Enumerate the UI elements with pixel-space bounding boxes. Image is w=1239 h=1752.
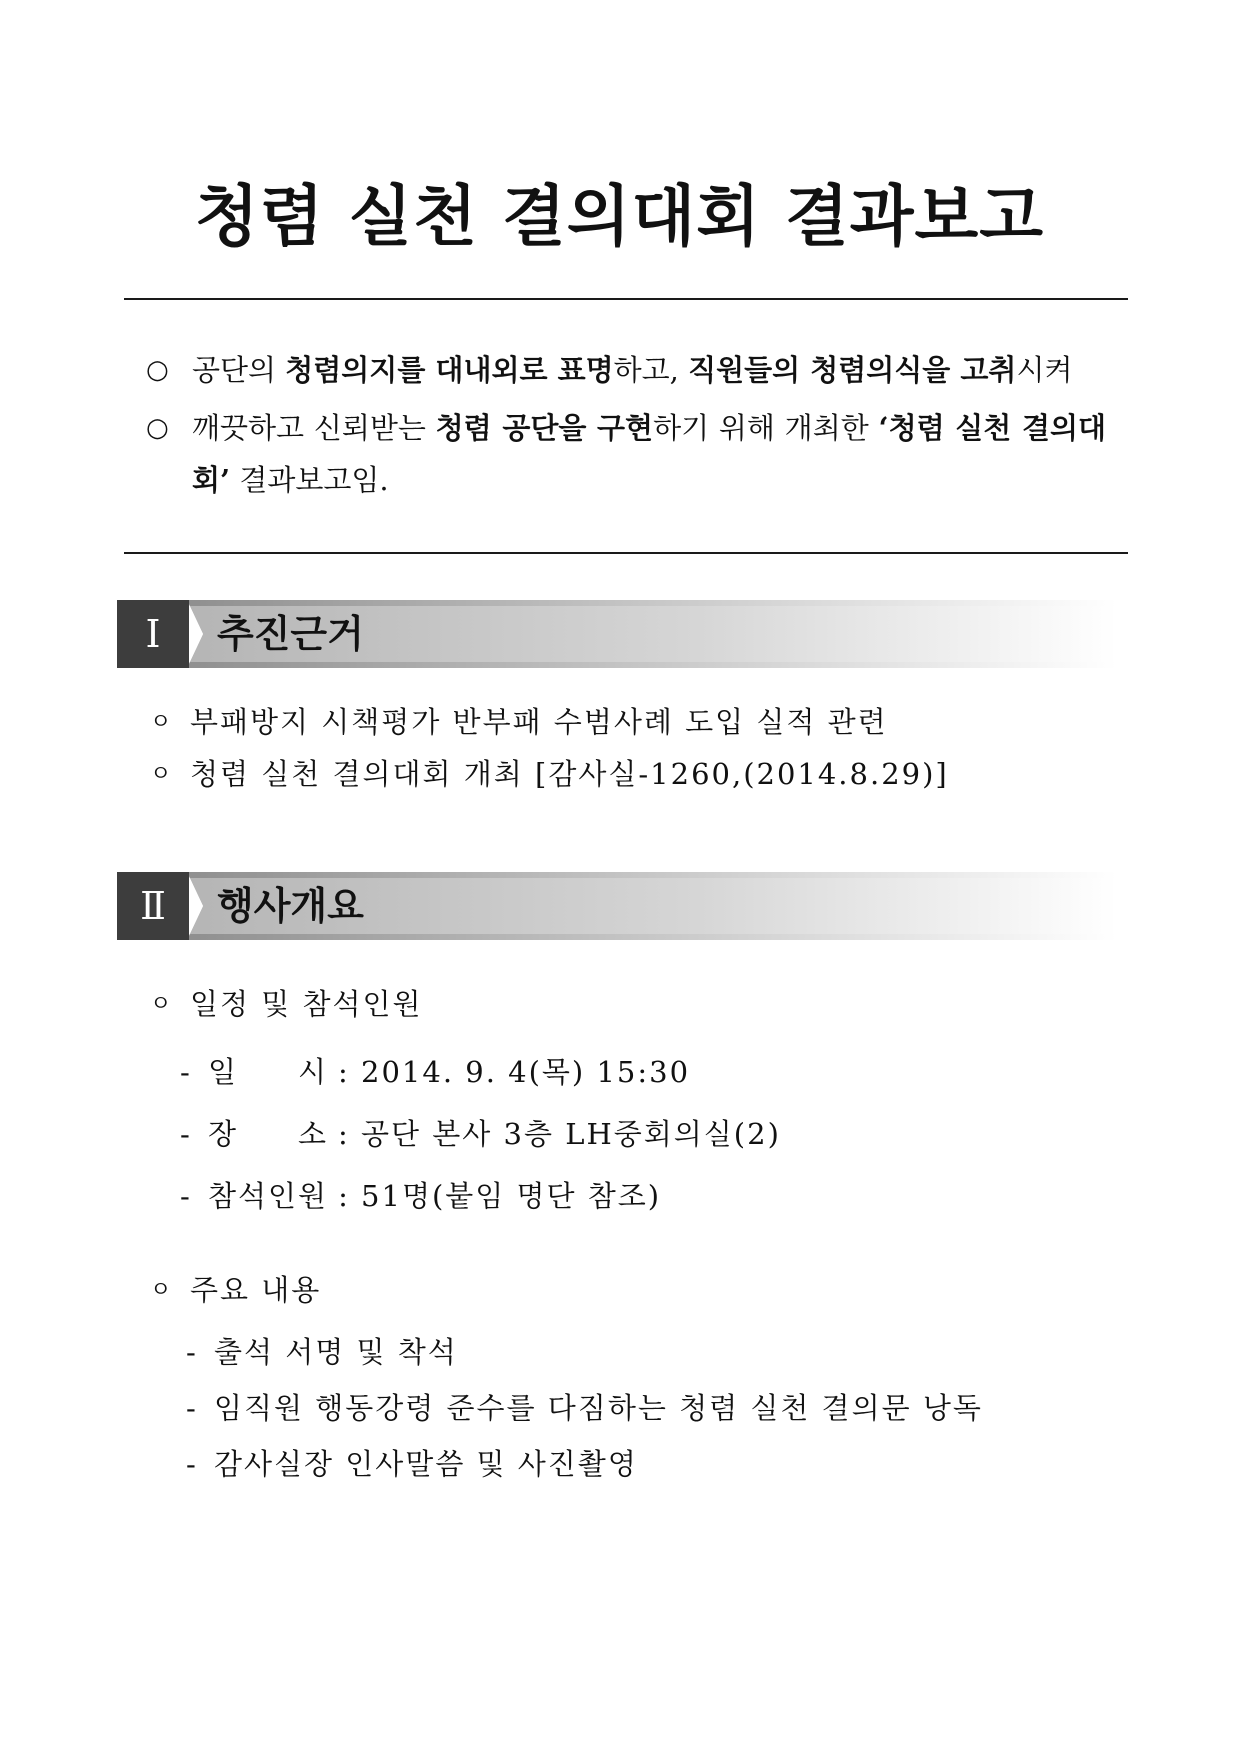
- dash-bullet: -: [180, 1117, 192, 1151]
- section-number: Ⅰ: [117, 600, 189, 668]
- page-title: 청렴 실천 결의대회 결과보고: [194, 178, 1044, 255]
- list-item: ㅇ 부패방지 시책평가 반부패 수범사례 도입 실적 관련: [150, 705, 888, 739]
- section-title: 추진근거: [217, 612, 364, 656]
- dash-bullet: -: [186, 1447, 198, 1481]
- dash-bullet: -: [180, 1055, 192, 1089]
- section-number: Ⅱ: [117, 872, 189, 940]
- section-header-1: [117, 600, 1117, 668]
- list-item-contents: ㅇ 주요 내용: [150, 1273, 322, 1307]
- circle-bullet-icon: ㅇ: [150, 1278, 174, 1303]
- circle-bullet-icon: ○: [146, 355, 169, 385]
- content-item: - 임직원 행동강령 준수를 다짐하는 청렴 실천 결의문 낭독: [186, 1391, 983, 1425]
- dash-bullet: -: [180, 1179, 192, 1213]
- top-divider: [124, 298, 1128, 300]
- section-title: 행사개요: [217, 884, 364, 928]
- detail-place: - 장 소 : 공단 본사 3층 LH중회의실(2): [180, 1117, 781, 1151]
- list-item-schedule: ㅇ 일정 및 참석인원: [150, 987, 423, 1021]
- summary-item-1: [146, 344, 1106, 396]
- circle-bullet-icon: ㅇ: [150, 710, 174, 735]
- content-item: - 출석 서명 및 착석: [186, 1335, 458, 1369]
- dash-bullet: -: [186, 1391, 198, 1425]
- circle-bullet-icon: ○: [146, 413, 169, 443]
- summary-block: [146, 344, 1106, 506]
- summary-item-2: [146, 402, 1106, 506]
- summary-text-1: 공단의 청렴의지를 대내외로 표명하고, 직원들의 청렴의식을 고취시켜: [192, 353, 1073, 387]
- circle-bullet-icon: ㅇ: [150, 762, 174, 787]
- detail-date: - 일 시 : 2014. 9. 4(목) 15:30: [180, 1055, 691, 1089]
- bottom-divider: [124, 552, 1128, 554]
- dash-bullet: -: [186, 1335, 198, 1369]
- summary-text-2: 깨끗하고 신뢰받는 청렴 공단을 구현하기 위해 개최한 ‘청렴 실천 결의대회’ 결과보고임.: [192, 411, 1106, 497]
- list-item: ㅇ 청렴 실천 결의대회 개최 [감사실-1260,(2014.8.29)]: [150, 757, 949, 791]
- circle-bullet-icon: ㅇ: [150, 992, 174, 1017]
- section-header-2: [117, 872, 1117, 940]
- content-item: - 감사실장 인사말씀 및 사진촬영: [186, 1447, 638, 1481]
- detail-attendees: - 참석인원 : 51명(붙임 명단 참조): [180, 1179, 662, 1213]
